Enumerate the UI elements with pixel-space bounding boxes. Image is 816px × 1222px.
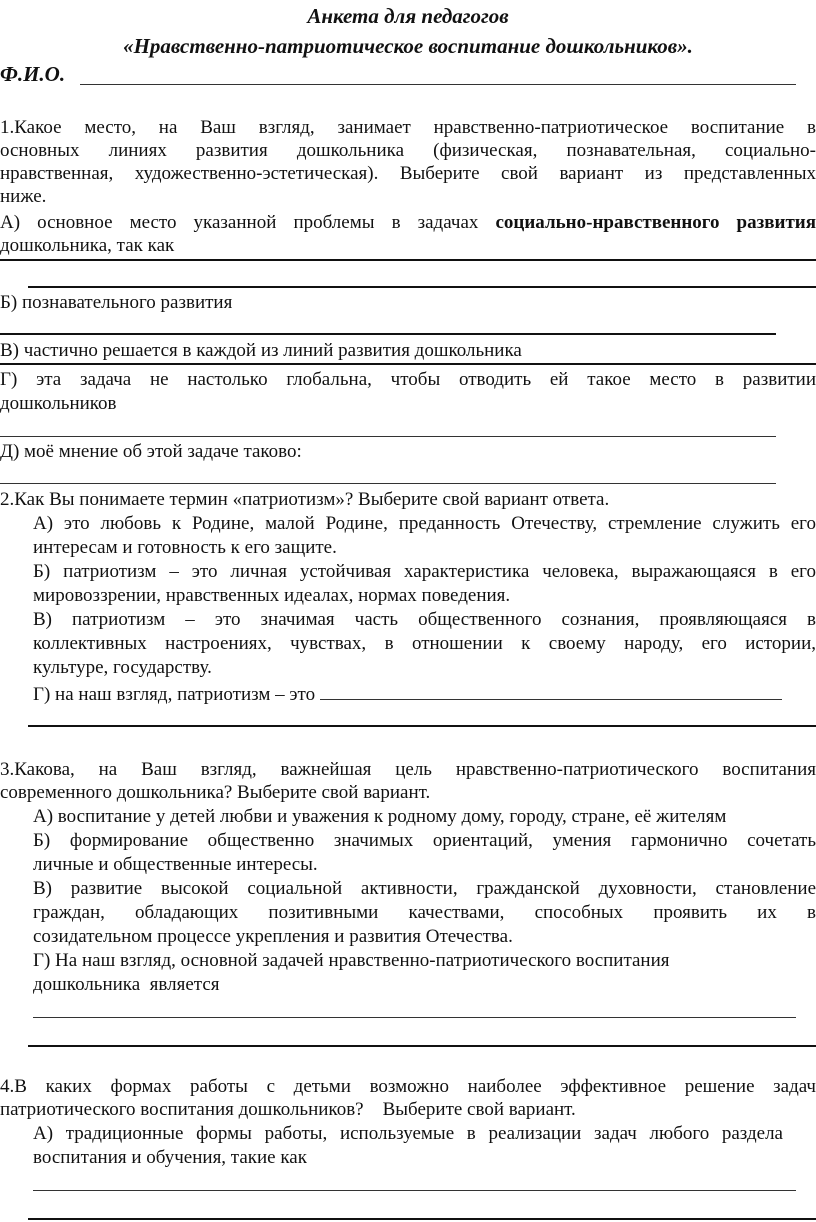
q2-option-b-line-2: мировоззрении, нравственных идеалах, нормах поведения. (33, 585, 511, 606)
q1-a-answer-line-2[interactable] (28, 286, 816, 288)
q3-g-answer-line-2[interactable] (28, 1045, 816, 1047)
q1-option-g-line-2: дошкольников (0, 393, 117, 414)
q3-option-g-line-2: дошкольника является (33, 974, 220, 995)
q1-v-underline (0, 363, 816, 365)
q4-a-answer-line-1[interactable] (33, 1190, 796, 1191)
q1-option-g-line-1: Г) эта задача не настолько глобальна, чтобы отводить ей такое место в развитии (0, 369, 816, 390)
q1-option-b: Б) познавательного развития (0, 292, 233, 313)
q1-a-answer-line-1[interactable] (0, 259, 816, 261)
q2-option-v-line-2: коллективных настроениях, чувствах, в отношении к своему народу, его истории, (33, 633, 816, 654)
q2-option-v-line-3: культуре, государству. (33, 657, 212, 678)
q4-option-a-line-1: А) традиционные формы работы, используемые в реализации задач любого раздела (33, 1123, 783, 1144)
q3-option-v-line-3: созидательном процессе укрепления и развития Отечества. (33, 926, 513, 947)
q4-question-line-2: патриотического воспитания дошкольников? Выберите свой вариант. (0, 1099, 576, 1120)
q3-option-b-line-2: личные и общественные интересы. (33, 854, 318, 875)
q1-b-answer-line[interactable] (0, 333, 776, 335)
q1-text-line-2: основных линиях развития дошкольника (физическая, познавательная, социально- (0, 140, 816, 161)
q1-g-answer-line[interactable] (0, 436, 776, 437)
q2-g-answer-line[interactable] (28, 725, 816, 727)
q2-question: 2.Как Вы понимаете термин «патриотизм»? Выберите свой вариант ответа. (0, 489, 610, 510)
q3-option-v-line-1: В) развитие высокой социальной активности, гражданской духовности, становление (33, 878, 816, 899)
q3-question-line-1: 3.Какова, на Ваш взгляд, важнейшая цель нравственно-патриотического воспитания (0, 759, 816, 780)
q1-text-line-4: ниже. (0, 186, 47, 207)
page-title: Анкета для педагогов (307, 4, 509, 28)
page-subtitle: «Нравственно-патриотическое воспитание дошкольников». (123, 34, 693, 58)
q3-option-a: А) воспитание у детей любви и уважения к родному дому, городу, стране, её жителям (33, 806, 727, 827)
q1-option-a-line-1 (0, 212, 816, 234)
q3-option-b-line-1: Б) формирование общественно значимых ориентаций, умения гармонично сочетать (33, 830, 816, 851)
q2-option-v-line-1: В) патриотизм – это значимая часть общественного сознания, проявляющаяся в (33, 609, 816, 630)
q2-option-g-text: Г) на наш взгляд, патриотизм – это (33, 684, 316, 705)
q2-g-answer-blank[interactable] (320, 681, 782, 700)
q4-a-answer-line-2[interactable] (28, 1218, 816, 1220)
q1-text-line-3: нравственная, художественно-эстетическая). Выберите свой вариант из представленных (0, 163, 816, 184)
q1-d-answer-line[interactable] (0, 483, 776, 484)
q1-option-a-bold: социально-нравственного развития (495, 212, 816, 233)
q3-g-answer-line-1[interactable] (33, 1017, 796, 1018)
q3-option-v-line-2: граждан, обладающих позитивными качествами, способных проявить их в (33, 902, 816, 923)
q1-text-line-1: 1.Какое место, на Ваш взгляд, занимает нравственно-патриотическое воспитание в (0, 117, 816, 138)
q1-option-a-text: А) основное место указанной проблемы в задачах (0, 212, 479, 233)
fio-label: Ф.И.О. (0, 62, 66, 86)
q3-question-line-2: современного дошкольника? Выберите свой вариант. (0, 782, 431, 803)
q1-option-d: Д) моё мнение об этой задаче таково: (0, 441, 302, 462)
q4-question-line-1: 4.В каких формах работы с детьми возможно наиболее эффективное решение задач (0, 1076, 816, 1097)
q2-option-a-line-1: А) это любовь к Родине, малой Родине, преданность Отечеству, стремление служить его (33, 513, 816, 534)
q3-option-g-line-1: Г) На наш взгляд, основной задачей нравственно-патриотического воспитания (33, 950, 670, 971)
q2-option-g (33, 681, 816, 706)
q1-option-a-line-2: дошкольника, так как (0, 235, 175, 256)
q1-option-v: В) частично решается в каждой из линий развития дошкольника (0, 340, 522, 361)
q4-option-a-line-2: воспитания и обучения, такие как (33, 1147, 307, 1168)
q2-option-b-line-1: Б) патриотизм – это личная устойчивая характеристика человека, выражающаяся в его (33, 561, 816, 582)
q2-option-a-line-2: интересам и готовность к его защите. (33, 537, 337, 558)
fio-input-line[interactable] (80, 84, 796, 85)
